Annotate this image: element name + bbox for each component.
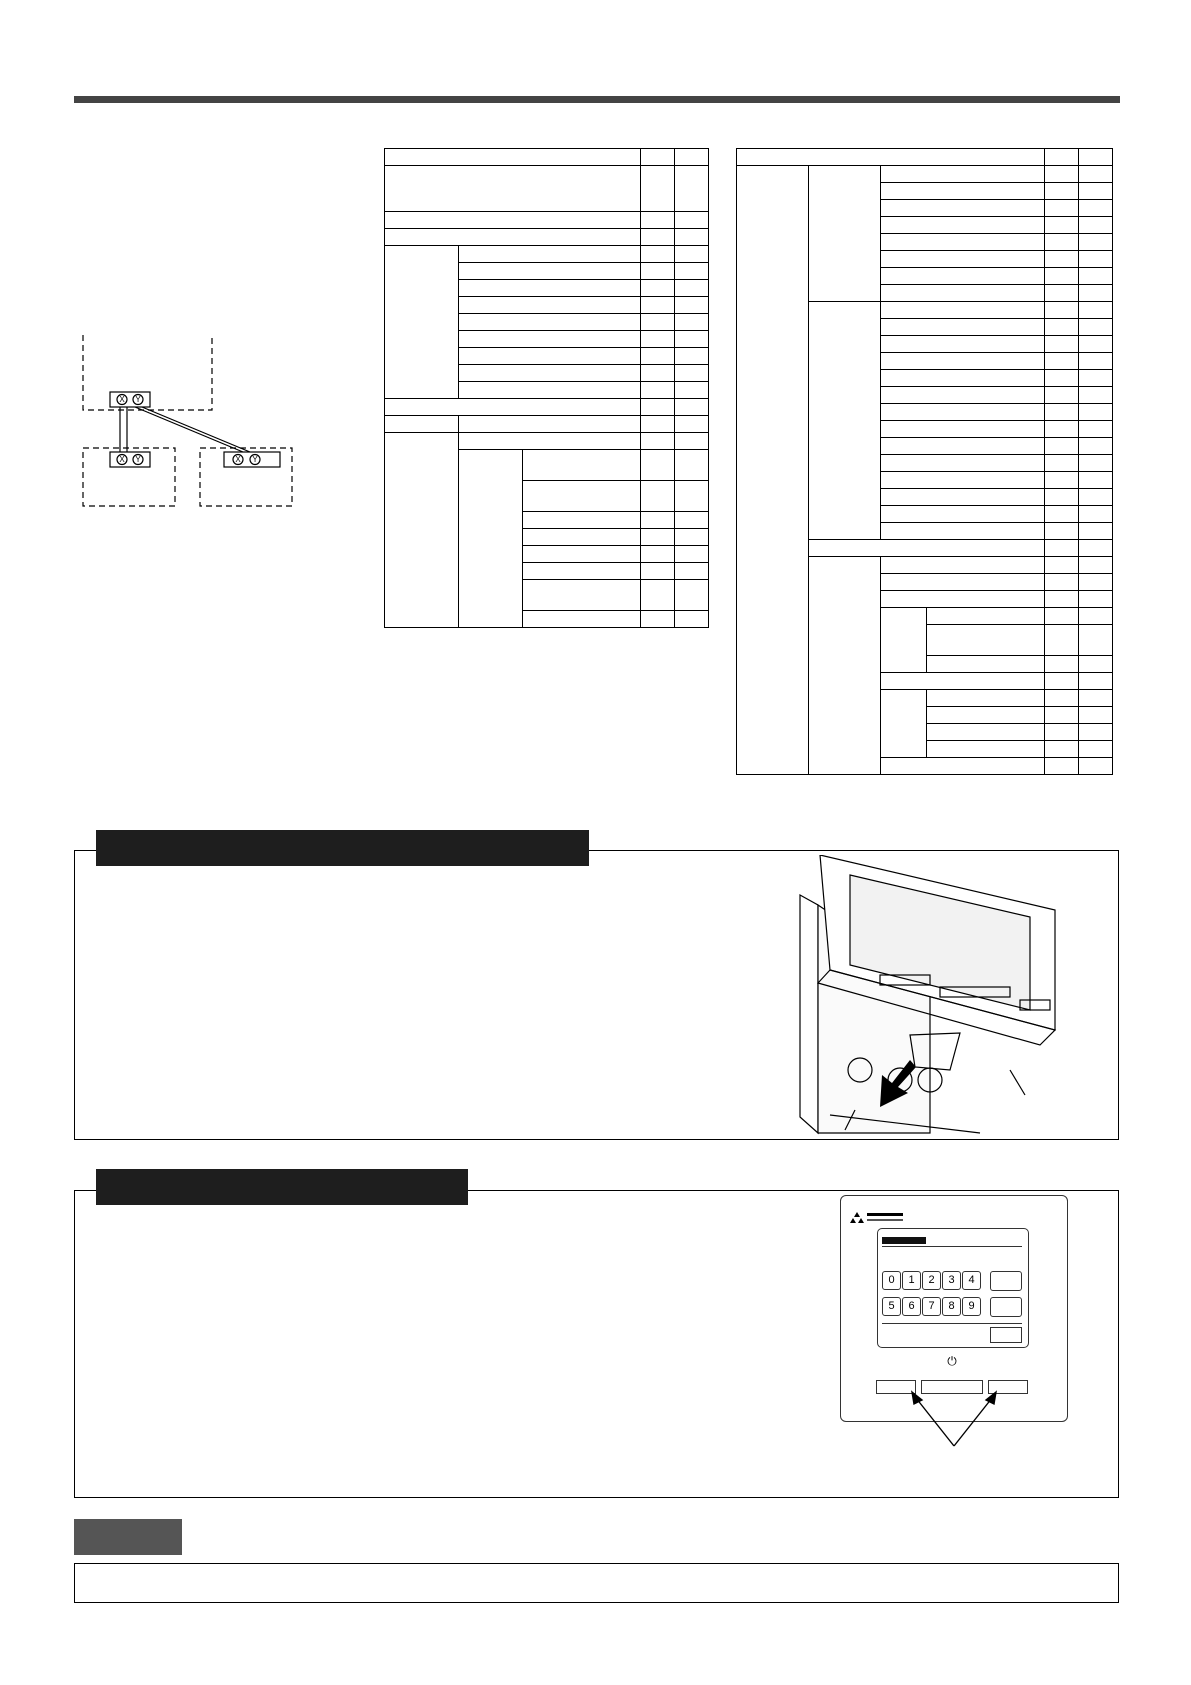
top-rule (74, 96, 1120, 103)
terminal-y: Y (135, 395, 141, 404)
terminal-x: X (119, 455, 125, 464)
key-6[interactable]: 6 (902, 1297, 921, 1316)
remote-screen (877, 1228, 1029, 1348)
settings-table-right (736, 148, 1113, 775)
key-8[interactable]: 8 (942, 1297, 961, 1316)
arrow-icon (986, 1392, 996, 1404)
key-1[interactable]: 1 (902, 1271, 921, 1290)
terminal-x: X (235, 455, 241, 464)
power-icon: ⏻ (947, 1354, 957, 1368)
pointer-arrows (900, 1390, 1010, 1450)
key-5[interactable]: 5 (882, 1297, 901, 1316)
arrow-icon (912, 1392, 922, 1404)
key-9[interactable]: 9 (962, 1297, 981, 1316)
key-7[interactable]: 7 (922, 1297, 941, 1316)
terminal-x: X (119, 395, 125, 404)
note-label (74, 1519, 182, 1555)
brand-logo (849, 1212, 865, 1226)
key-3[interactable]: 3 (942, 1271, 961, 1290)
section-title-2 (96, 1169, 468, 1205)
wiring-diagram (80, 335, 300, 515)
key-4[interactable]: 4 (962, 1271, 981, 1290)
remote-controller (840, 1195, 1068, 1422)
note-box (74, 1563, 1119, 1603)
terminal-y: Y (135, 455, 141, 464)
key-2[interactable]: 2 (922, 1271, 941, 1290)
remote-mounting-illustration (780, 855, 1060, 1135)
section-title-1 (96, 830, 589, 866)
screen-button-corner[interactable] (990, 1327, 1022, 1343)
terminal-y: Y (252, 455, 258, 464)
key-0[interactable]: 0 (882, 1271, 901, 1290)
screen-button-upper[interactable] (990, 1271, 1022, 1291)
screen-button-lower[interactable] (990, 1297, 1022, 1317)
settings-table-left (384, 148, 709, 628)
